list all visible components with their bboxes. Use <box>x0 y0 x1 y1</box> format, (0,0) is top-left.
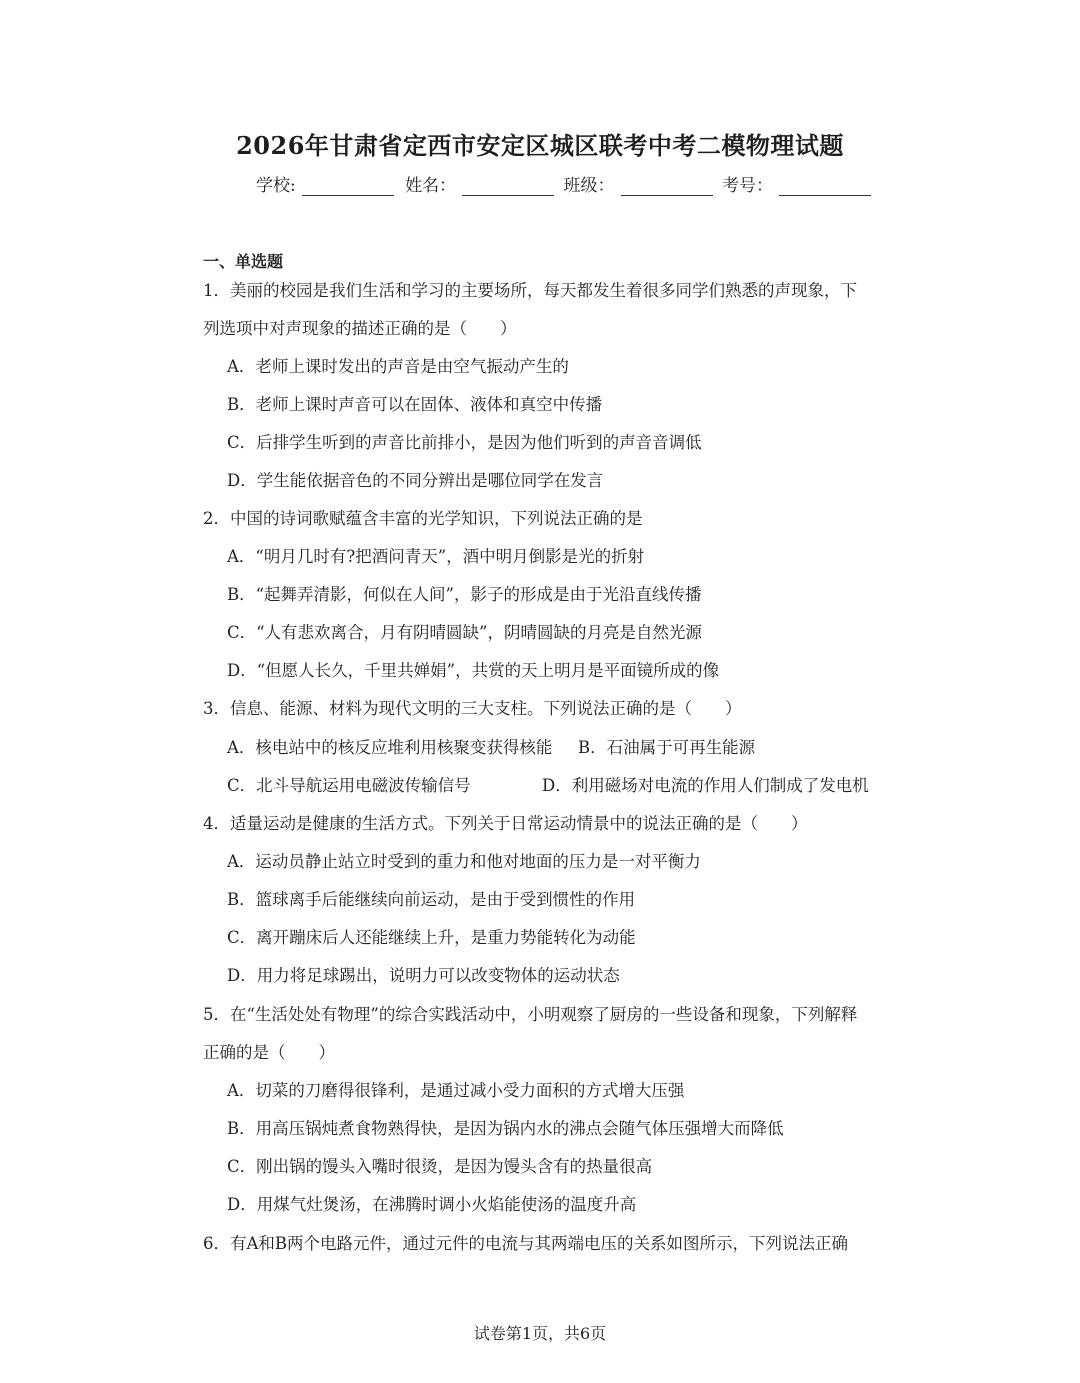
name-label: 姓名： <box>405 176 457 196</box>
question-4-option-d: D．用力将足球踢出，说明力可以改变物体的运动状态 <box>227 966 620 985</box>
question-1-stem: 1．美丽的校园是我们生活和学习的主要场所，每天都发生着很多同学们熟悉的声现象，下 <box>203 281 857 300</box>
question-1-stem-cont: 列选项中对声现象的描述正确的是（ ） <box>203 319 517 338</box>
question-4-option-b: B．篮球离手后能继续向前运动，是由于受到惯性的作用 <box>227 890 636 909</box>
question-3-option-a: A．核电站中的核反应堆利用核聚变获得核能 <box>227 738 553 757</box>
student-info-line <box>256 171 956 196</box>
question-2-option-c: C．“人有悲欢离合，月有阴晴圆缺”，阴晴圆缺的月亮是自然光源 <box>227 623 702 642</box>
exam-number-label: 考号： <box>721 176 773 196</box>
question-5-option-b: B．用高压锅炖煮食物熟得快，是因为锅内水的沸点会随气体压强增大而降低 <box>227 1119 784 1138</box>
class-label: 班级： <box>563 176 615 196</box>
question-5-stem-cont: 正确的是（ ） <box>203 1043 335 1062</box>
question-1-option-d: D．学生能依据音色的不同分辨出是哪位同学在发言 <box>227 471 604 490</box>
page-title: 2026年甘肃省定西市安定区城区联考中考二模物理试题 <box>236 131 844 160</box>
question-1-option-b: B．老师上课时声音可以在固体、液体和真空中传播 <box>227 395 603 414</box>
question-3-option-c: C．北斗导航运用电磁波传输信号 <box>227 776 471 795</box>
question-2-stem: 2．中国的诗词歌赋蕴含丰富的光学知识，下列说法正确的是 <box>203 509 643 528</box>
question-3-option-d: D．利用磁场对电流的作用人们制成了发电机 <box>542 776 869 795</box>
question-4-stem: 4．适量运动是健康的生活方式。下列关于日常运动情景中的说法正确的是（ ） <box>203 814 808 833</box>
question-4-option-a: A．运动员静止站立时受到的重力和他对地面的压力是一对平衡力 <box>227 852 701 871</box>
question-5-option-d: D．用煤气灶煲汤，在沸腾时调小火焰能使汤的温度升高 <box>227 1195 637 1214</box>
name-blank <box>462 177 554 196</box>
question-5-stem: 5．在“生活处处有物理”的综合实践活动中，小明观察了厨房的一些设备和现象，下列解释 <box>203 1005 858 1024</box>
school-blank <box>302 177 394 196</box>
question-2-option-b: B．“起舞弄清影，何似在人间”，影子的形成是由于光沿直线传播 <box>227 585 702 604</box>
school-label: 学校: <box>256 176 296 196</box>
question-2-option-a: A．“明月几时有?把酒问青天”，酒中明月倒影是光的折射 <box>227 547 645 566</box>
question-3-option-b: B．石油属于可再生能源 <box>578 738 756 757</box>
question-3-stem: 3．信息、能源、材料为现代文明的三大支柱。下列说法正确的是（ ） <box>203 699 742 718</box>
question-6-stem: 6．有A和B两个电路元件，通过元件的电流与其两端电压的关系如图所示，下列说法正确 <box>203 1234 849 1253</box>
section-heading: 一、单选题 <box>203 252 284 271</box>
exam-number-blank <box>779 177 871 196</box>
question-1-option-a: A．老师上课时发出的声音是由空气振动产生的 <box>227 357 569 376</box>
question-4-option-c: C．离开蹦床后人还能继续上升，是重力势能转化为动能 <box>227 928 636 947</box>
class-blank <box>621 177 713 196</box>
question-5-option-a: A．切菜的刀磨得很锋利，是通过减小受力面积的方式增大压强 <box>227 1081 685 1100</box>
question-2-option-d: D．“但愿人长久，千里共婵娟”，共赏的天上明月是平面镜所成的像 <box>227 661 720 680</box>
question-1-option-c: C．后排学生听到的声音比前排小，是因为他们听到的声音音调低 <box>227 433 702 452</box>
question-5-option-c: C．刚出锅的馒头入嘴时很烫，是因为馒头含有的热量很高 <box>227 1157 653 1176</box>
page-footer: 试卷第1页，共6页 <box>473 1324 607 1343</box>
